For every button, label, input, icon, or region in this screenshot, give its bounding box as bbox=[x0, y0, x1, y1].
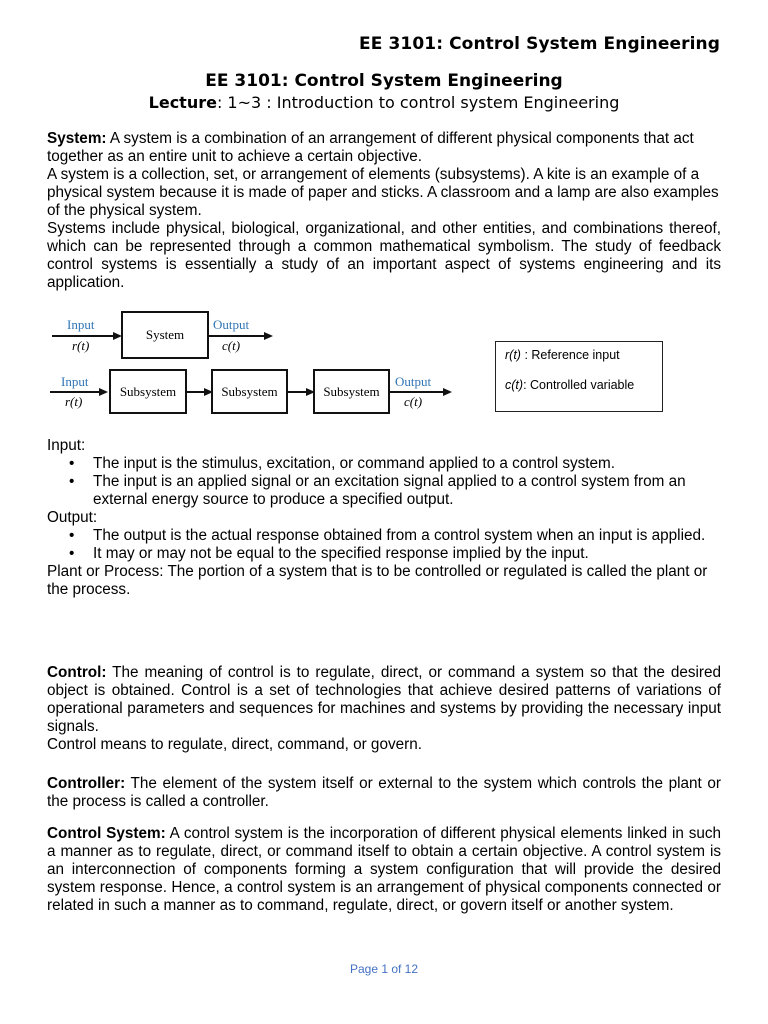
list-item-text: The input is an applied signal or an excitation signal applied to a control system from an external energy source to produce a specified output. bbox=[93, 473, 686, 508]
list-item-text: The input is the stimulus, excitation, or command applied to a control system. bbox=[93, 455, 616, 472]
system-block-diagram bbox=[47, 305, 457, 420]
input-output-section bbox=[47, 437, 721, 599]
bullet-icon: • bbox=[69, 473, 75, 490]
system-paragraph-3: Systems include physical, biological, organizational, and other entities, and combinations thereof, which can be represented through a common mathematical symbolism. The study of feedback control systems is essentially a study of an important aspect of systems engineering and its application. bbox=[47, 220, 721, 291]
control-definition-text: The meaning of control is to regulate, direct, or command a system so that the desired object is obtained. Control is a set of technologies that achieve desired patterns of variations of operational parameters and sequences for machines and systems by providing the necessary input signals. bbox=[47, 664, 721, 735]
system-paragraph-2: A system is a collection, set, or arrangement of elements (subsystems). A kite is an example of a physical system because it is made of paper and sticks. A classroom and a lamp are also examples of the physical system. bbox=[47, 166, 719, 219]
bottom-output-arrow-line bbox=[390, 391, 446, 393]
legend-c-text: : Controlled variable bbox=[523, 378, 635, 392]
control-system-definition bbox=[47, 825, 721, 915]
system-term: System: bbox=[47, 130, 107, 147]
legend-r-text: : Reference input bbox=[520, 348, 620, 362]
output-bullet-list bbox=[47, 527, 721, 563]
system-definition-text: A system is a combination of an arrangement of different physical components that act together as an entire unit to achieve a certain objective. bbox=[47, 130, 694, 165]
list-item bbox=[47, 455, 721, 473]
top-input-label: Input bbox=[67, 317, 95, 332]
legend-box bbox=[495, 341, 663, 412]
input-bullet-list bbox=[47, 455, 721, 509]
bottom-input-signal: r(t) bbox=[65, 394, 83, 409]
legend-reference-input bbox=[505, 348, 662, 363]
top-input-arrow-line bbox=[52, 335, 118, 337]
top-output-arrow-line bbox=[209, 335, 267, 337]
control-section bbox=[47, 664, 721, 754]
control-system-definition-text: A control system is the incorporation of different physical elements linked in such a manner as to regulate, direct, or command itself to obtain a certain objective. A control system is an interconnection of components forming a system configuration that will provide the desired system response. Hence, a control system is an arrangement of physical components connected or related in such a manner as to command, regulate, direct, or govern itself or another system. bbox=[47, 825, 722, 914]
bullet-icon: • bbox=[69, 455, 75, 472]
lecture-subtitle bbox=[0, 92, 768, 114]
legend-r-symbol: r(t) bbox=[505, 348, 521, 362]
controller-term: Controller: bbox=[47, 775, 126, 792]
page-number: Page 1 of 12 bbox=[349, 962, 419, 976]
subsystem-block-1: Subsystem bbox=[109, 369, 187, 414]
list-item-text: It may or may not be equal to the specified response implied by the input. bbox=[93, 545, 589, 562]
system-section bbox=[47, 130, 721, 292]
system-block: System bbox=[121, 311, 209, 359]
bottom-output-signal: c(t) bbox=[404, 394, 423, 409]
plant-definition: Plant or Process: The portion of a system that is to be controlled or regulated is called the plant or the process. bbox=[47, 563, 708, 598]
controller-section bbox=[47, 775, 721, 811]
arrow-icon bbox=[264, 332, 273, 340]
document-title: EE 3101: Control System Engineering bbox=[205, 71, 563, 91]
bullet-icon: • bbox=[69, 545, 75, 562]
list-item bbox=[47, 545, 721, 563]
lecture-text: : 1~3 : Introduction to control system Engineering bbox=[216, 93, 620, 112]
bottom-input-label: Input bbox=[61, 374, 89, 389]
control-term: Control: bbox=[47, 664, 107, 681]
legend-controlled-variable bbox=[505, 378, 662, 393]
control-system-term: Control System: bbox=[47, 825, 166, 842]
lecture-label: Lecture bbox=[148, 93, 217, 112]
output-heading: Output: bbox=[47, 509, 98, 526]
top-output-signal: c(t) bbox=[222, 338, 241, 353]
subsystem-block-2: Subsystem bbox=[211, 369, 288, 414]
control-system-section bbox=[47, 825, 721, 915]
list-item bbox=[47, 473, 721, 509]
arrow-icon bbox=[443, 388, 452, 396]
bottom-output-label: Output bbox=[395, 374, 432, 389]
title-block bbox=[0, 70, 768, 114]
top-input-signal: r(t) bbox=[72, 338, 90, 353]
legend-c-symbol: c(t) bbox=[505, 378, 524, 392]
top-output-label: Output bbox=[213, 317, 250, 332]
control-paragraph-2: Control means to regulate, direct, command, or govern. bbox=[47, 736, 422, 753]
running-header: EE 3101: Control System Engineering bbox=[359, 34, 720, 54]
arrow-icon bbox=[99, 388, 108, 396]
list-item bbox=[47, 527, 721, 545]
control-definition bbox=[47, 664, 721, 736]
bullet-icon: • bbox=[69, 527, 75, 544]
controller-definition bbox=[47, 775, 721, 811]
list-item-text: The output is the actual response obtained from a control system when an input is applied. bbox=[93, 527, 706, 544]
input-heading: Input: bbox=[47, 437, 86, 454]
subsystem-block-3: Subsystem bbox=[313, 369, 390, 414]
bottom-input-arrow-line bbox=[50, 391, 102, 393]
controller-definition-text: The element of the system itself or external to the system which controls the plant or the process is called a controller. bbox=[47, 775, 721, 810]
system-definition bbox=[47, 130, 721, 166]
